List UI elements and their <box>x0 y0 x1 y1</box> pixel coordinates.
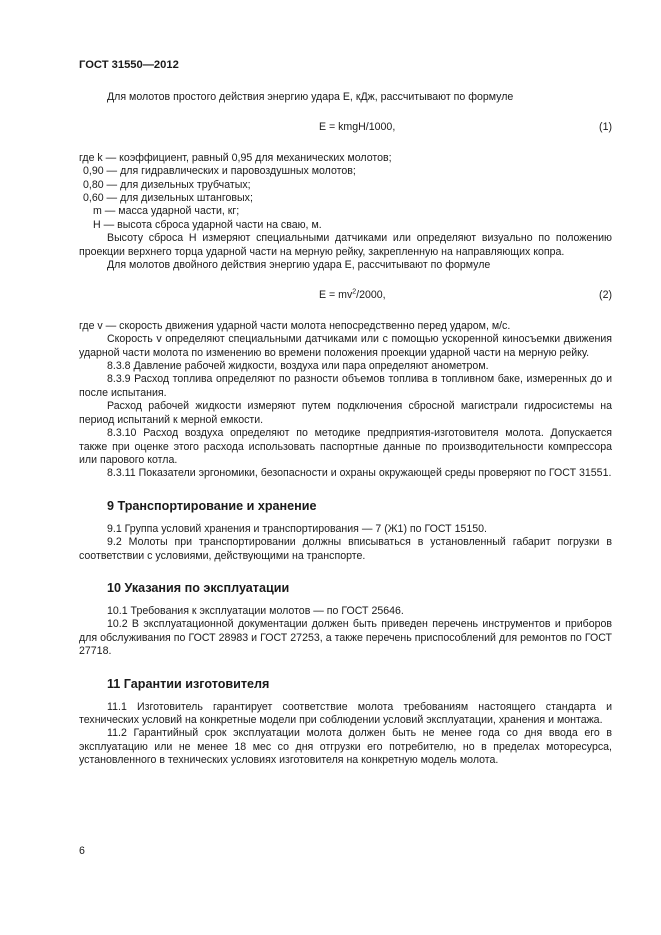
where-line: где v — скорость движения ударной части молота непосредственно перед ударом, м/с. <box>79 319 511 332</box>
formula-1 <box>79 121 612 134</box>
where-line: H — высота сброса ударной части на сваю, м. <box>93 218 322 231</box>
document-header: ГОСТ 31550—2012 <box>79 59 179 71</box>
clause-11-1: 11.1 Изготовитель гарантирует соответствие молота требованиям настоящего стандарта и технических условий на конкретные модели при соблюдении условий эксплуатации, хранения и монтажа. <box>79 700 612 726</box>
where-line: где k — коэффициент, равный 0,95 для механических молотов; <box>79 151 392 164</box>
formula-2-intro: Для молотов двойного действия энергию удара E, рассчитывают по формуле <box>107 259 491 272</box>
clause-9-1: 9.1 Группа условий хранения и транспортирования — 7 (Ж1) по ГОСТ 15150. <box>107 522 487 535</box>
clause-8-3-9: 8.3.9 Расход топлива определяют по разности объемов топлива в топливном баке, измеренных до и после испытания. <box>79 373 612 399</box>
clause-8-3-10: 8.3.10 Расход воздуха определяют по методике предприятия-изготовителя молота. Допускается также при оценке этого расхода использовать паспортные данные по производительности компрессора или парового котла. <box>79 427 612 466</box>
where-line: m — масса ударной части, кг; <box>93 205 240 218</box>
formula-1-expression: E = kmgH/1000, <box>319 121 396 134</box>
clause-9-2: 9.2 Молоты при транспортировании должны вписываться в установленный габарит погрузки в соответствии с условиями, действующими на транспорте. <box>79 536 612 562</box>
clause-8-3-8: 8.3.8 Давление рабочей жидкости, воздуха или пара определяют анометром. <box>107 360 489 373</box>
page-number: 6 <box>79 845 85 857</box>
clause-10-2: 10.2 В эксплуатационной документации должен быть приведен перечень инструментов и приборов для обслуживания по ГОСТ 28983 и ГОСТ 27253, а также перечень приспособлений для ремонтов по ГОСТ 27718. <box>79 618 612 658</box>
where-line: 0,90 — для гидравлических и паровоздушных молотов; <box>83 165 356 178</box>
formula-2-expression: $E = mv^2/2000$, <box>319 288 386 302</box>
formula-1-intro: Для молотов простого действия энергию удара E, кДж, рассчитывают по формуле <box>107 91 514 103</box>
formula-1-number: (1) <box>599 121 612 134</box>
formula-2-number: (2) <box>599 289 612 302</box>
formula-2 <box>79 289 612 302</box>
paragraph: Расход рабочей жидкости измеряют путем подключения сбросной магистрали гидросистемы на период испытаний к мерной емкости. <box>79 400 612 426</box>
document-body <box>79 91 612 768</box>
section-11-title: 11 Гарантии изготовителя <box>107 676 270 691</box>
section-9-title: 9 Транспортирование и хранение <box>107 498 317 513</box>
where-line: 0,60 — для дизельных штанговых; <box>83 192 253 205</box>
where-line: 0,80 — для дизельных трубчатых; <box>83 178 251 191</box>
paragraph: Высоту сброса H измеряют специальными датчиками или определяют визуально по положению проекции верхнего торца ударной части на мерную рейку, закрепленную на направляющих копра. <box>79 232 612 258</box>
paragraph: Скорость v определяют специальными датчиками или с помощью ускоренной киносъемки движения ударной части молота по изменению во времени положения проекции ударной части на мерную рейку. <box>79 333 612 359</box>
clause-10-1: 10.1 Требования к эксплуатации молотов — по ГОСТ 25646. <box>107 604 404 617</box>
clause-8-3-11: 8.3.11 Показатели эргономики, безопасности и охраны окружающей среды проверяют по ГОСТ 31551. <box>107 467 612 480</box>
section-10-title: 10 Указания по эксплуатации <box>107 580 290 595</box>
clause-11-2: 11.2 Гарантийный срок эксплуатации молота должен быть не менее года со дня ввода его в эксплуатацию или не менее 18 мес со дня отгрузки его потребителю, но в пределах моторесурса, установленного в технических условиях изготовителя на конкретную модель молота. <box>79 727 612 767</box>
